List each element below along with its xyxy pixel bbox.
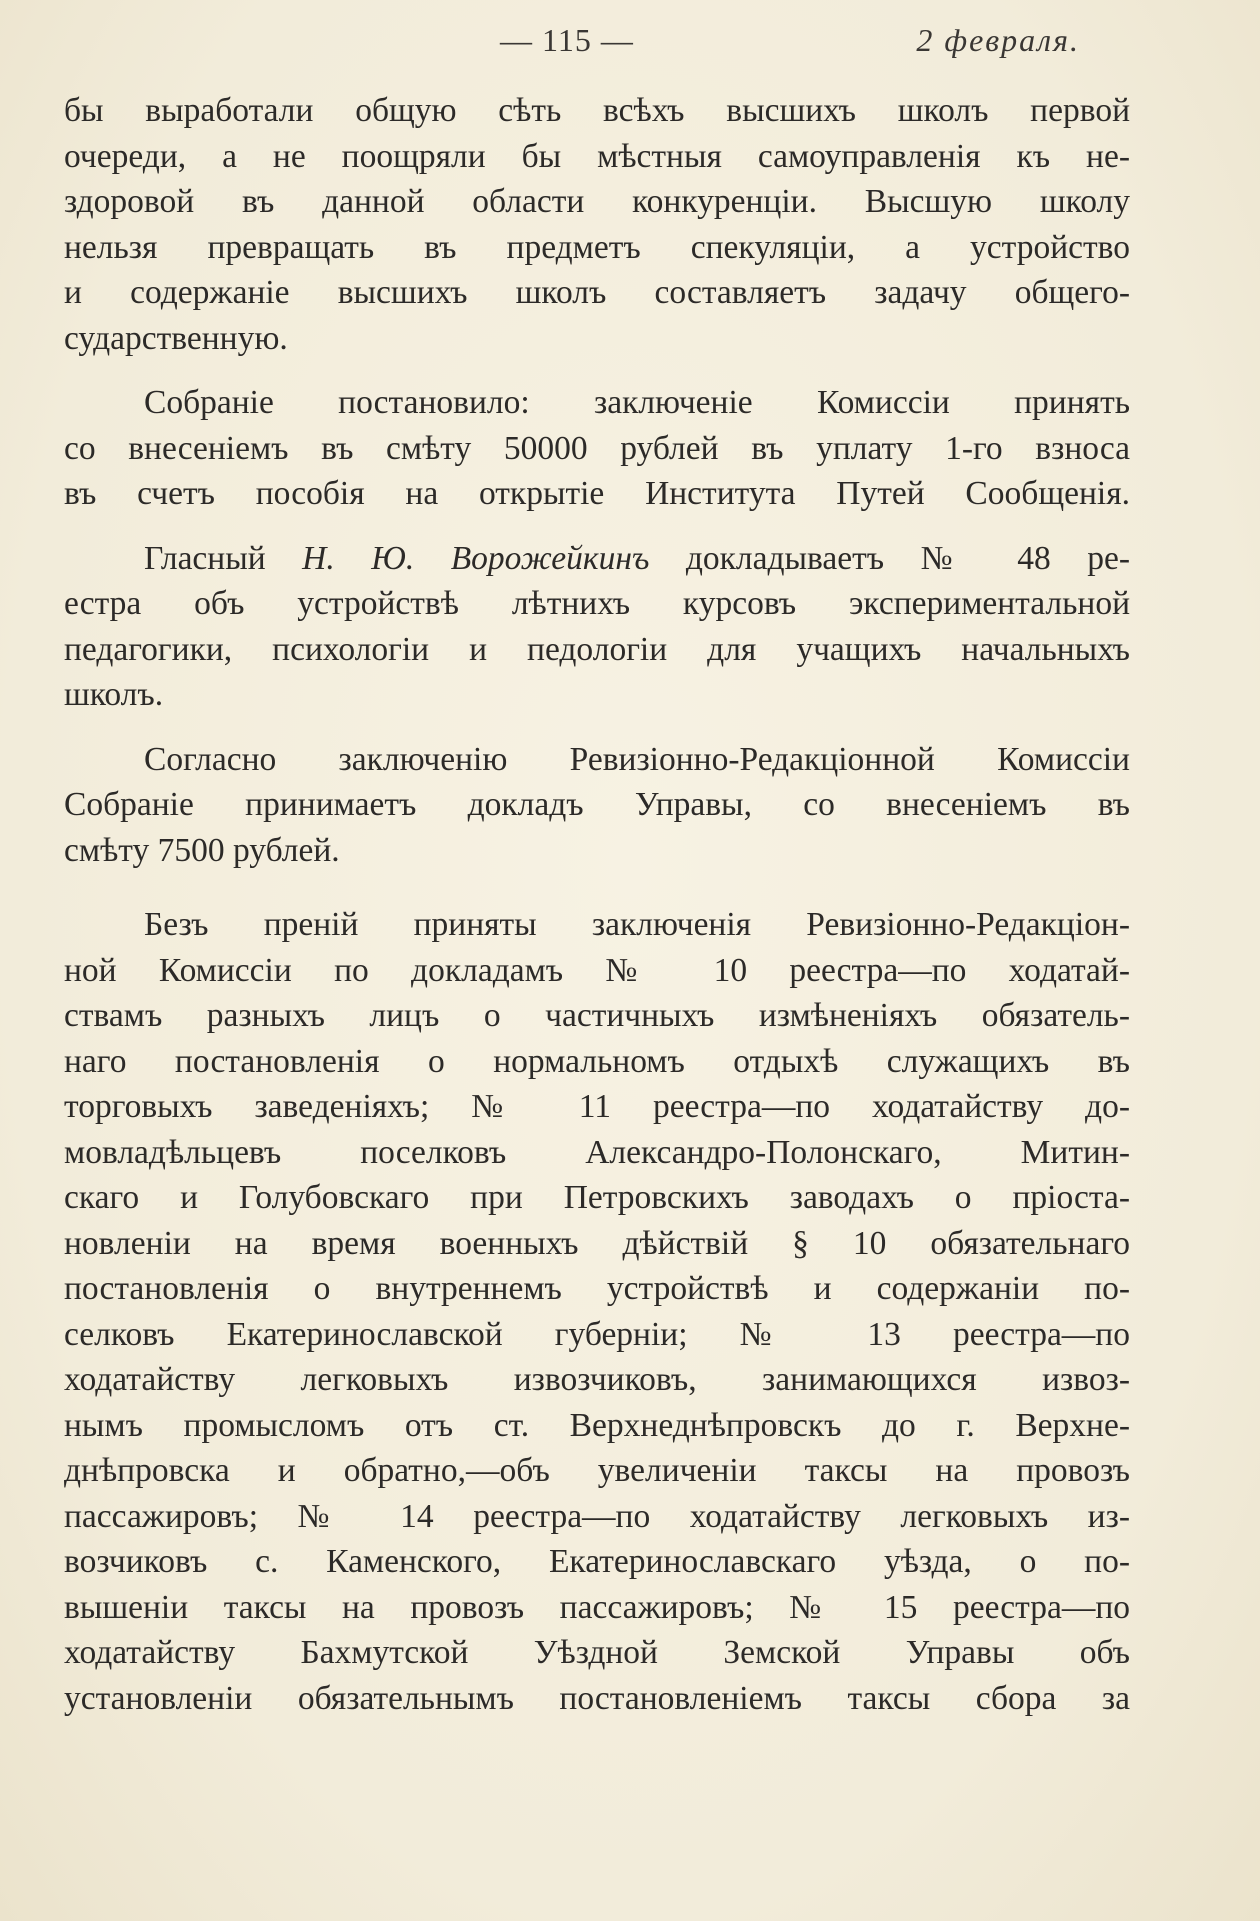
text-line: ствамъ разныхъ лицъ о частичныхъ измѣненіяхъ обязатель- xyxy=(64,997,1130,1034)
text-line: въ счетъ пособія на открытіе Института Путей Сообщенія. xyxy=(64,475,1130,512)
body-text xyxy=(64,88,1130,1721)
text-line: и содержаніе высшихъ школъ составляетъ задачу общего- xyxy=(64,274,1130,311)
page-date: 2 февраля. xyxy=(916,22,1080,58)
paragraph-2 xyxy=(64,380,1130,517)
text-line: новленіи на время военныхъ дѣйствій § 10 обязательнаго xyxy=(64,1224,1130,1262)
text-line: нельзя превращать въ предметъ спекуляціи, а устройство xyxy=(64,228,1130,266)
text-line: бы выработали общую сѣть всѣхъ высшихъ школъ первой xyxy=(64,92,1130,129)
text-line: со внесеніемъ въ смѣту 50000 рублей въ уплату 1-го взноса xyxy=(64,429,1130,467)
line-suffix: докладываетъ № 48 ре- xyxy=(649,539,1130,577)
text-line: селковъ Екатеринославской губерніи; № 13 реестра—по xyxy=(64,1315,1130,1353)
text-line: возчиковъ с. Каменского, Екатеринославскаго уѣзда, о по- xyxy=(64,1543,1130,1580)
paragraph-3 xyxy=(64,536,1130,718)
line-prefix: Гласный xyxy=(144,539,303,577)
text-line: школъ. xyxy=(64,676,164,713)
text-line: педагогики, психологіи и педологіи для учащихъ начальныхъ xyxy=(64,630,1130,668)
text-line: вышеніи таксы на провозъ пассажировъ; № 15 реестра—по xyxy=(64,1588,1130,1626)
text-line: пассажировъ; № 14 реестра—по ходатайству легковыхъ из- xyxy=(64,1497,1130,1535)
paragraph-gap xyxy=(64,718,1130,737)
text-line: торговыхъ заведеніяхъ; № 11 реестра—по ходатайству до- xyxy=(64,1088,1130,1125)
text-line: скаго и Голубовскаго при Петровскихъ заводахъ о пріоста- xyxy=(64,1179,1130,1216)
text-line xyxy=(64,536,1130,582)
paragraph-4 xyxy=(64,737,1130,874)
paragraph-gap xyxy=(64,873,1130,902)
text-line: очереди, а не поощряли бы мѣстныя самоуправленія къ не- xyxy=(64,137,1130,175)
speaker-name: Н. Ю. Ворожейкинъ xyxy=(302,539,650,577)
text-line: Согласно заключенію Ревизіонно-Редакціонной Комиссіи xyxy=(144,740,1130,778)
text-line: Собраніе принимаетъ докладъ Управы, со внесеніемъ въ xyxy=(64,786,1130,823)
text-line: днѣпровска и обратно,—объ увеличеніи таксы на провозъ xyxy=(64,1452,1130,1489)
text-line: нымъ промысломъ отъ ст. Верхнеднѣпровскъ до г. Верхне- xyxy=(64,1406,1130,1444)
text-line: установленіи обязательнымъ постановленіемъ таксы сбора за xyxy=(64,1679,1130,1717)
paragraph-gap xyxy=(64,517,1130,536)
paragraph-5 xyxy=(64,902,1130,1721)
text-line: ной Комиссіи по докладамъ № 10 реестра—по ходатай- xyxy=(64,951,1130,989)
text-line: ходатайству легковыхъ извозчиковъ, занимающихся извоз- xyxy=(64,1361,1130,1398)
text-line: наго постановленія о нормальномъ отдыхѣ служащихъ въ xyxy=(64,1042,1130,1080)
text-line: здоровой въ данной области конкуренціи. Высшую школу xyxy=(64,183,1130,220)
text-line: смѣту 7500 рублей. xyxy=(64,831,340,869)
text-line: ходатайству Бахмутской Уѣздной Земской Управы объ xyxy=(64,1634,1130,1671)
text-line: естра объ устройствѣ лѣтнихъ курсовъ экспериментальной xyxy=(64,585,1130,622)
paragraph-1 xyxy=(64,88,1130,361)
page-number: — 115 — xyxy=(500,22,634,58)
paragraph-gap xyxy=(64,361,1130,380)
text-line: постановленія о внутреннемъ устройствѣ и содержаніи по- xyxy=(64,1270,1130,1307)
text-line: мовладѣльцевъ поселковъ Александро-Полонскаго, Митин- xyxy=(64,1133,1130,1171)
page-header xyxy=(0,18,1260,68)
text-line: сударственную. xyxy=(64,319,288,357)
text-line: Собраніе постановило: заключеніе Комиссіи принять xyxy=(144,384,1130,421)
text-line: Безъ преній приняты заключенія Ревизіонно-Редакціон- xyxy=(144,906,1130,943)
